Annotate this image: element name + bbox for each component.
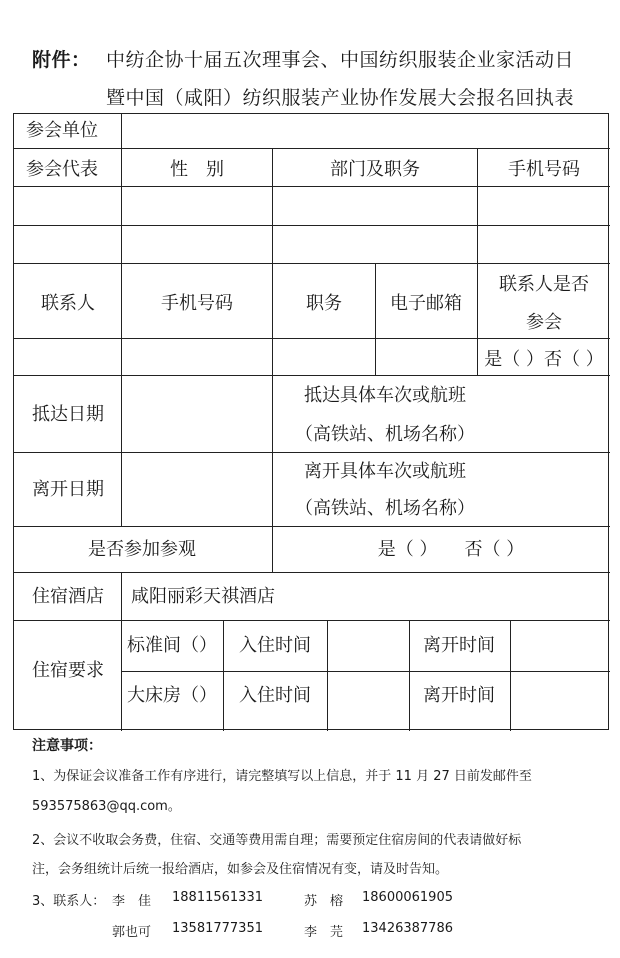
col-divider <box>272 526 273 572</box>
note-item-2-cont: 注，会务组统计后统一报给酒店，如参会及住宿情况有变，请及时告知。 <box>32 862 449 877</box>
contact-phone: 13426387786 <box>362 921 453 936</box>
lodging-requirement-label: 住宿要求 <box>32 660 104 681</box>
col-divider <box>121 572 122 620</box>
gender-label: 性 别 <box>170 159 224 180</box>
row-divider <box>14 572 610 573</box>
contact-name: 苏 榕 <box>304 894 344 909</box>
contact-name: 李 芫 <box>304 925 344 940</box>
notes-heading: 注意事项： <box>32 738 102 754</box>
king-room-option: 大床房（） <box>127 685 217 706</box>
col-divider <box>121 114 122 526</box>
departure-detail-label: 离开具体车次或航班 <box>304 461 466 482</box>
row-divider <box>14 338 610 339</box>
row-divider <box>14 263 610 264</box>
contact-attend-label: 联系人是否 <box>499 274 589 295</box>
contact-attend-choice: 是（ ）否（ ） <box>484 349 604 370</box>
checkout-time-label: 离开时间 <box>423 635 495 656</box>
mobile-number-label: 手机号码 <box>508 159 580 180</box>
standard-room-option: 标准间（） <box>127 635 217 656</box>
registration-form-table <box>13 113 609 730</box>
row-divider <box>14 526 610 527</box>
form-title-line-1: 中纺企协十届五次理事会、中国纺织服装企业家活动日 <box>106 49 575 71</box>
position-label: 职务 <box>306 293 342 314</box>
contact-name: 李 佳 <box>112 894 152 909</box>
col-divider <box>272 148 273 263</box>
arrival-detail-sublabel: （高铁站、机场名称） <box>295 424 475 445</box>
departure-detail-sublabel: （高铁站、机场名称） <box>295 498 475 519</box>
contact-person-label: 联系人 <box>41 293 95 314</box>
checkin-time-label: 入住时间 <box>239 635 311 656</box>
contact-phone-label: 手机号码 <box>161 293 233 314</box>
col-divider <box>375 263 376 375</box>
col-divider <box>272 263 273 375</box>
row-divider <box>14 225 610 226</box>
contact-phone: 18811561331 <box>172 890 263 905</box>
attending-unit-label: 参会单位 <box>26 120 98 141</box>
col-divider <box>121 620 122 731</box>
col-divider <box>477 263 478 375</box>
contact-phone: 13581777351 <box>172 921 263 936</box>
col-divider <box>223 620 224 731</box>
row-divider <box>14 375 610 376</box>
row-divider <box>121 671 610 672</box>
contact-name: 郭也可 <box>112 925 152 940</box>
checkin-time-label: 入住时间 <box>239 685 311 706</box>
contact-phone: 18600061905 <box>362 890 453 905</box>
row-divider <box>14 452 610 453</box>
arrival-date-label: 抵达日期 <box>32 404 104 425</box>
row-divider <box>14 620 610 621</box>
col-divider <box>327 620 328 731</box>
contact-attend-label-cont: 参会 <box>526 312 562 333</box>
hotel-label: 住宿酒店 <box>32 586 104 607</box>
checkout-time-label: 离开时间 <box>423 685 495 706</box>
attachment-prefix: 附件： <box>32 49 91 71</box>
hotel-name: 咸阳丽彩天祺酒店 <box>131 586 275 607</box>
site-visit-label: 是否参加参观 <box>88 539 196 560</box>
site-visit-choice: 是（ ） 否（ ） <box>377 539 525 560</box>
arrival-detail-label: 抵达具体车次或航班 <box>304 385 466 406</box>
col-divider <box>510 620 511 731</box>
note-item-1-email: 593575863@qq.com。 <box>32 799 181 814</box>
row-divider <box>14 148 610 149</box>
department-position-label: 部门及职务 <box>330 159 420 180</box>
col-divider <box>409 620 410 731</box>
note-item-1: 1、为保证会议准备工作有序进行，请完整填写以上信息，并于 11 月 27 日前发邮件至 <box>32 769 532 784</box>
col-divider <box>477 148 478 263</box>
col-divider <box>272 375 273 526</box>
form-title-line-2: 暨中国（咸阳）纺织服装产业协作发展大会报名回执表 <box>106 87 575 109</box>
departure-date-label: 离开日期 <box>32 479 104 500</box>
row-divider <box>14 186 610 187</box>
note-item-2: 2、会议不收取会务费，住宿、交通等费用需自理；需要预定住宿房间的代表请做好标 <box>32 833 522 848</box>
representative-label: 参会代表 <box>26 159 98 180</box>
contacts-prefix: 3、联系人： <box>32 894 106 909</box>
email-label: 电子邮箱 <box>390 293 462 314</box>
